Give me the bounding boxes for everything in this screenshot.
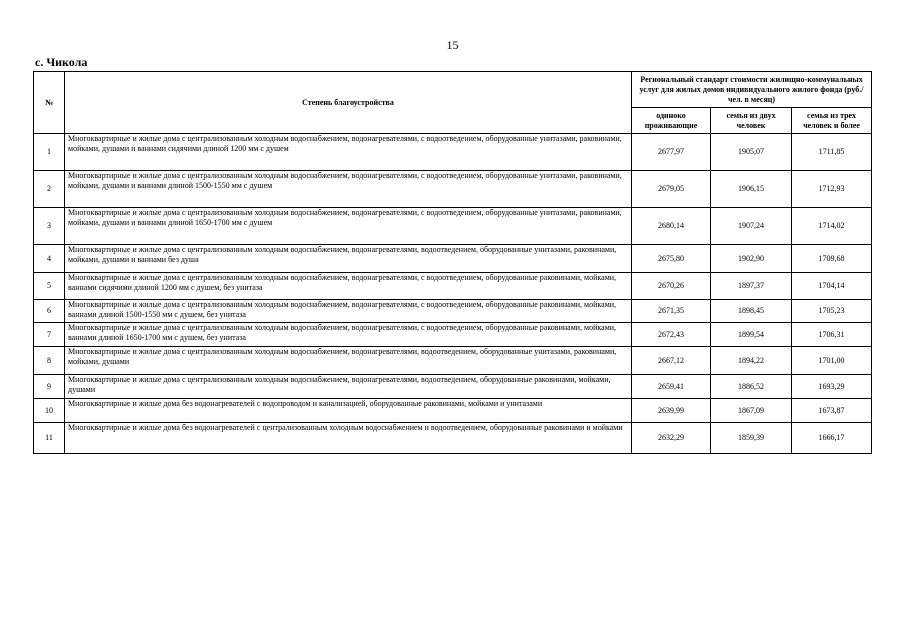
value-three-plus: 1673,87	[792, 399, 872, 423]
value-three-plus: 1706,31	[792, 323, 872, 347]
value-two-person: 1907,24	[711, 208, 792, 245]
value-two-person: 1859,39	[711, 423, 792, 454]
value-three-plus: 1666,17	[792, 423, 872, 454]
value-single: 2672,43	[632, 323, 711, 347]
value-single: 2667,12	[632, 347, 711, 375]
page-number: 15	[446, 38, 459, 52]
value-two-person: 1902,90	[711, 245, 792, 273]
value-two-person: 1905,07	[711, 134, 792, 171]
place-title: с. Чикола	[35, 55, 88, 69]
row-description: Многоквартирные и жилые дома с централизованным холодным водоснабжением, водонагревателями, с водоотведением, оборудованные раковинами, мойками, ваннами длиной 1650-1700 мм с душем, без унитаза	[65, 323, 632, 347]
row-description: Многоквартирные и жилые дома с централизованным холодным водоснабжением, водонагревателями, с водоотведением, оборудованные унитазами, раковинами, мойками, душами и ваннами длиной 1500-1550 мм с душем	[65, 171, 632, 208]
value-three-plus: 1709,68	[792, 245, 872, 273]
table-row	[34, 208, 872, 245]
row-description: Многоквартирные и жилые дома без водонагревателей с централизованным холодным водоснабжением и водоотведением, оборудованные раковинами и мойками	[65, 423, 632, 454]
header-degree: Степень благоустройства	[65, 72, 632, 134]
value-three-plus: 1705,23	[792, 300, 872, 323]
row-number: 7	[34, 323, 65, 347]
row-description: Многоквартирные и жилые дома с централизованным холодным водоснабжением, водонагревателями, с водоотведением, оборудованные унитазами, раковинами, мойками, душами и ваннами длиной 1650-1700 мм с душем	[65, 208, 632, 245]
value-two-person: 1886,52	[711, 375, 792, 399]
value-three-plus: 1711,85	[792, 134, 872, 171]
table-row	[34, 399, 872, 423]
value-three-plus: 1704,14	[792, 273, 872, 300]
value-single: 2632,29	[632, 423, 711, 454]
row-number: 9	[34, 375, 65, 399]
table-row	[34, 375, 872, 399]
header-number: №	[34, 72, 65, 134]
tariff-table	[33, 71, 872, 454]
value-two-person: 1867,09	[711, 399, 792, 423]
header-three-plus: семья из трех человек и более	[792, 108, 872, 134]
row-number: 2	[34, 171, 65, 208]
value-single: 2671,35	[632, 300, 711, 323]
table-row	[34, 245, 872, 273]
row-description: Многоквартирные и жилые дома с централизованным холодным водоснабжением, водонагревателями, водоотведением, оборудованные унитазами, раковинами, мойками, душами	[65, 347, 632, 375]
header-standard-group: Региональный стандарт стоимости жилищно-коммунальных услуг для жилых домов индивидуального жилого фонда (руб./чел. в месяц)	[632, 72, 872, 108]
row-description: Многоквартирные и жилые дома без водонагревателей с водопроводом и канализацией, оборудованные раковинами, мойками и унитазами	[65, 399, 632, 423]
row-number: 10	[34, 399, 65, 423]
row-number: 6	[34, 300, 65, 323]
row-number: 8	[34, 347, 65, 375]
table-row	[34, 347, 872, 375]
row-description: Многоквартирные и жилые дома с централизованным холодным водоснабжением, водонагревателями, с водоотведением, оборудованные унитазами, раковинами, мойками, душами и ваннами сидячими длиной 1200 мм с душем	[65, 134, 632, 171]
value-single: 2670,26	[632, 273, 711, 300]
row-description: Многоквартирные и жилые дома с централизованным холодным водоснабжением, водонагревателями, с водоотведением, оборудованные раковинами, мойками, ваннами длиной 1500-1550 мм с душем, без унитаза	[65, 300, 632, 323]
value-single: 2677,97	[632, 134, 711, 171]
value-two-person: 1897,37	[711, 273, 792, 300]
row-number: 4	[34, 245, 65, 273]
row-number: 3	[34, 208, 65, 245]
table-row	[34, 423, 872, 454]
table-row	[34, 300, 872, 323]
value-two-person: 1898,45	[711, 300, 792, 323]
value-single: 2680,14	[632, 208, 711, 245]
table-row	[34, 171, 872, 208]
value-single: 2679,05	[632, 171, 711, 208]
value-three-plus: 1712,93	[792, 171, 872, 208]
header-single: одиноко проживающие	[632, 108, 711, 134]
value-single: 2675,80	[632, 245, 711, 273]
row-number: 5	[34, 273, 65, 300]
value-three-plus: 1701,00	[792, 347, 872, 375]
row-number: 1	[34, 134, 65, 171]
value-three-plus: 1714,02	[792, 208, 872, 245]
table-row	[34, 273, 872, 300]
value-two-person: 1899,54	[711, 323, 792, 347]
table-row	[34, 134, 872, 171]
row-description: Многоквартирные и жилые дома с централизованным холодным водоснабжением, водонагревателями, водоотведением, оборудованные раковинами, мойками, душами	[65, 375, 632, 399]
table-row	[34, 323, 872, 347]
value-two-person: 1906,15	[711, 171, 792, 208]
value-single: 2639,99	[632, 399, 711, 423]
row-number: 11	[34, 423, 65, 454]
header-two-person: семья из двух человек	[711, 108, 792, 134]
value-three-plus: 1693,29	[792, 375, 872, 399]
value-single: 2659,41	[632, 375, 711, 399]
value-two-person: 1894,22	[711, 347, 792, 375]
row-description: Многоквартирные и жилые дома с централизованным холодным водоснабжением, водонагревателями, с водоотведением, оборудованные раковинами, мойками, ваннами сидячими длиной 1200 мм с душем, без унитаза	[65, 273, 632, 300]
row-description: Многоквартирные и жилые дома с централизованным холодным водоснабжением, водонагревателями, водоотведением, оборудованные унитазами, раковинами, мойками, душами и ваннами без душа	[65, 245, 632, 273]
